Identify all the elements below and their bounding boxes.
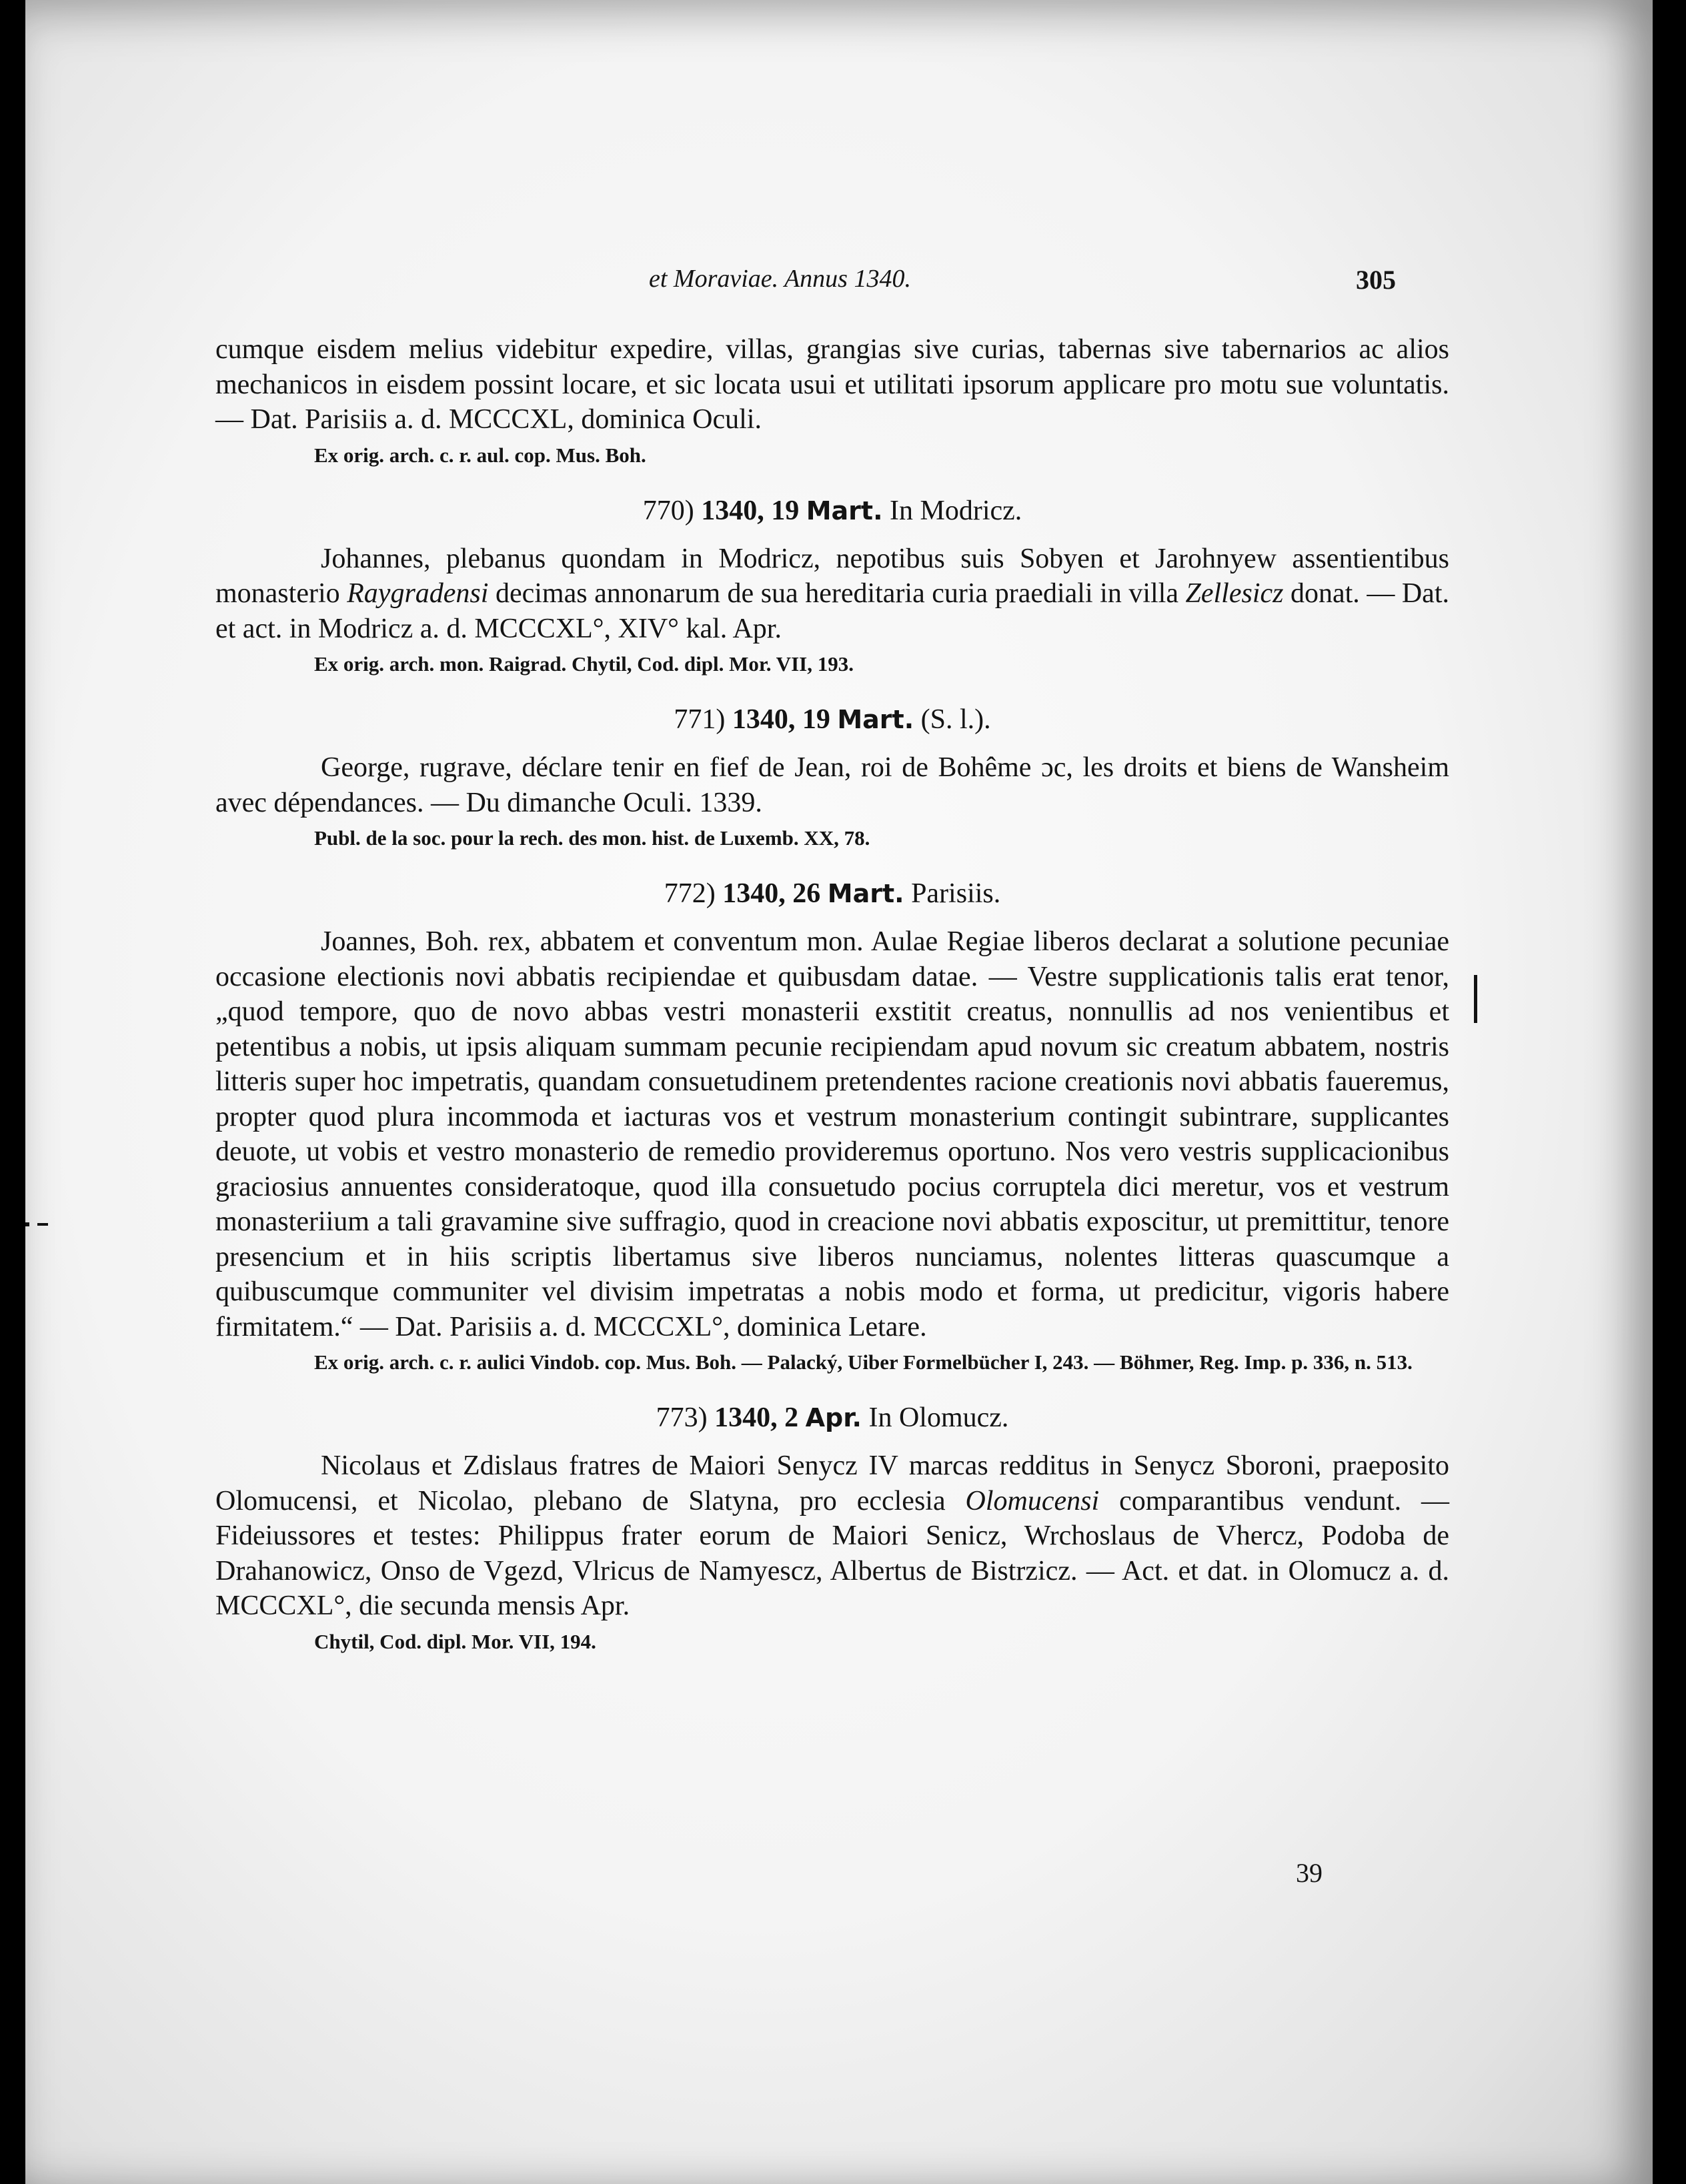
entry-place: Parisiis. <box>911 878 1001 909</box>
page-body <box>215 332 1449 1657</box>
entry-date: 1340, 19 <box>701 495 800 526</box>
margin-bar-mark <box>1474 975 1477 1023</box>
entry-month: Mart. <box>837 705 914 734</box>
entry-771-heading <box>215 702 1449 737</box>
entry-770-heading <box>215 493 1449 528</box>
scanned-page <box>25 0 1653 2184</box>
entry-month: Mart. <box>806 495 883 525</box>
entry-month: Mart. <box>827 879 904 908</box>
intro-source: Ex orig. arch. c. r. aul. cop. Mus. Boh. <box>314 443 646 467</box>
margin-dot-mark <box>25 1222 29 1226</box>
entry-772-heading <box>215 876 1449 911</box>
entry-771-text: George, rugrave, déclare tenir en fief de Jean, roi de Bohême ɔc, les droits et biens de Wansheim avec dépendances. — Du dimanche Oculi. 1339. <box>215 752 1449 818</box>
entry-773-heading <box>215 1400 1449 1435</box>
entry-number: 772) <box>664 878 716 909</box>
entry-place: (S. l.). <box>920 704 991 735</box>
entry-place: In Modricz. <box>890 495 1022 526</box>
entry-date: 1340, 19 <box>732 704 830 735</box>
entry-number: 773) <box>656 1402 708 1433</box>
entry-place: In Olomucz. <box>868 1402 1009 1433</box>
entry-month: Apr. <box>805 1403 862 1432</box>
entry-772-source: Ex orig. arch. c. r. aulici Vindob. cop. Mus. Boh. — Palacký, Uiber Formelbücher I, 243. — Böhmer, Reg. Imp. p. 336, n. 513. <box>314 1350 1413 1374</box>
entry-number: 771) <box>674 704 726 735</box>
entry-date: 1340, 26 <box>722 878 821 909</box>
entry-770-text: Johannes, plebanus quondam in Modricz, nepotibus suis Sobyen et Jarohnyew assentientibus monasterio Raygradensi decimas annonarum de sua hereditaria curia praediali in villa Zellesicz donat. — Dat. et act. in Modricz a. d. MCCCXL°, XIV° kal. Apr. <box>215 543 1449 644</box>
running-header <box>25 264 1653 304</box>
entry-772-text: Joannes, Boh. rex, abbatem et conventum mon. Aulae Regiae liberos declarat a solutione pecuniae occasione electionis novi abbatis recipiendae et quibusdam datae. — Vestre supplicationis talis erat tenor, „quod tempore, quo de novo abbas vestri monasterii exstitit creatus, nonnullis ad nos venientibus et petentibus a nobis, ut ipsis aliquam summam pecunie recipiendam apud novum sic creatum abbatem, nostris litteris super hoc impetratis, quandam consuetudinem pretendentes racione creationis novi abbatis faueremus, propter quod plura incommoda et iacturas vos et vestrum monasterium contingit subintrare, supplicantes deuote, ut vobis et vestro monasterio de remedio provideremus oportuno. Nos vero vestris supplicacionibus graciosius annuentes consideratoque, quod illa consuetudo pocius corruptela dici meretur, vos et vestrum monasteriium a tali gravamine sive suffragio, quod in creacione novi abbatis exposcitur, ut premittitur, tenore presencium et in hiis scriptis libertamus sive liberos nunciamus, nolentes litteras quascumque a quibuscumque communiter vel divisim impetratas a nobis modo et forma, ut predicitur, vigoris habere firmitatem.“ — Dat. Parisiis a. d. MCCCXL°, dominica Letare. <box>215 926 1449 1342</box>
page-number: 305 <box>1356 265 1396 295</box>
entry-773-source: Chytil, Cod. dipl. Mor. VII, 194. <box>314 1629 596 1653</box>
entry-771-source: Publ. de la soc. pour la rech. des mon. hist. de Luxemb. XX, 78. <box>314 826 870 850</box>
entry-date: 1340, 2 <box>714 1402 799 1433</box>
intro-paragraph: cumque eisdem melius videbitur expedire, villas, grangias sive curias, tabernas sive tabernarios ac alios mechanicos in eisdem possint locare, et sic locata usui et utilitati ipsorum applicare pro motu sue voluntatis. — Dat. Parisiis a. d. MCCCXL, dominica Oculi. <box>215 334 1449 435</box>
margin-dash-mark <box>37 1223 48 1226</box>
signature-mark: 39 <box>1296 1858 1323 1888</box>
entry-770-source: Ex orig. arch. mon. Raigrad. Chytil, Cod. dipl. Mor. VII, 193. <box>314 652 854 676</box>
entry-773-text: Nicolaus et Zdislaus fratres de Maiori Senycz IV marcas redditus in Senycz Sboroni, praeposito Olomucensi, et Nicolao, plebano de Slatyna, pro ecclesia Olomucensi comparantibus vendunt. — Fideiussores et testes: Philippus frater eorum de Maiori Senicz, Wrchoslaus de Vhercz, Podoba de Drahanowicz, Onso de Vgezd, Vlricus de Namyescz, Albertus de Bistrzicz. — Act. et dat. in Olomucz a. d. MCCCXL°, die secunda mensis Apr. <box>215 1450 1449 1621</box>
entry-number: 770) <box>642 495 694 526</box>
running-title: et Moraviae. Annus 1340. <box>649 265 911 293</box>
